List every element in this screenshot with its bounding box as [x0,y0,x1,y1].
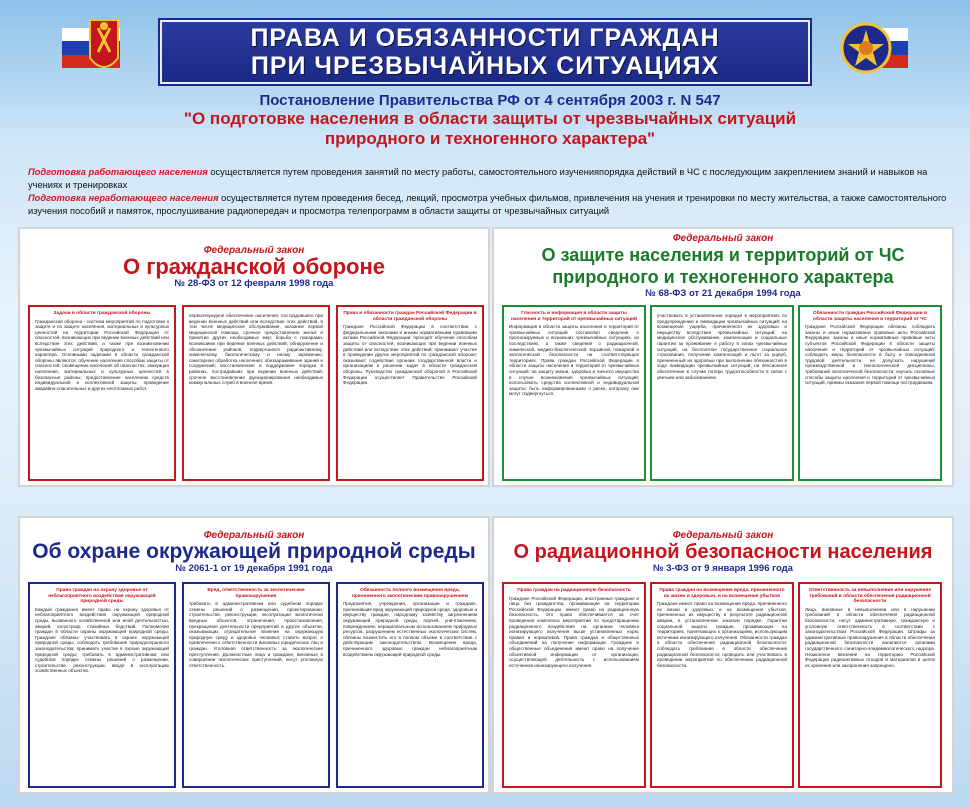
law-text-box [798,582,942,788]
poster-title-line1: ПРАВА И ОБЯЗАННОСТИ ГРАЖДАН [250,24,720,52]
law-text-box [182,305,330,481]
box-title: Права граждан на радиационную безопасность [517,588,631,593]
box-title: Право граждан на охрану здоровья от неблагоприятного воздействия окружающей природной среды [48,588,156,605]
emergency-protection-law-section [492,227,954,487]
emergency-ministry-emblem-icon [828,14,910,88]
law-number: № 68-ФЗ от 21 декабря 1994 года [645,288,801,299]
law-text-box [502,582,646,788]
federal-law-label: Федеральный закон [203,530,305,541]
emergency-protection-law-heading [494,233,952,299]
law-number: № 2061-1 от 19 декабря 1991 года [175,563,333,574]
box-title: Обязанности граждан Российской Федерации в области защиты населения и территорий от ЧС [813,311,927,322]
law-number: № 3-ФЗ от 9 января 1996 года [653,563,793,574]
box-title: Задачи в области гражданской обороны [53,311,151,316]
box-title: Права и обязанности граждан Российской Федерации в области гражданской обороны [343,311,477,322]
law-name: О радиационной безопасности населения [513,541,933,563]
box-text: участвовать в установленном порядке в мероприятиях по предупреждению и ликвидации чрезвычайных ситуаций; на возмещение ущерба, причиненного их здоровью и имуществу вследствие чрезвычайных ситуаций; на медицинское обслуживание, компенсации и социальные гарантии за проживание и работу в зонах чрезвычайных ситуаций; на бесплатное государственное социальное страхование, получение компенсаций и льгот за ущерб, причиненный их здоровью при выполнении обязанностей в ходе ликвидации чрезвычайных ситуаций; на пенсионное обеспечение в случае потери трудоспособности в связи с увечьем или заболеванием. [657,313,787,380]
civil-defense-law-section [18,227,490,487]
environment-protection-law-section [18,516,490,794]
box-text: Граждане Российской Федерации обязаны: соблюдать законы и иные нормативные правовые акты Российской Федерации, законы и иные нормативные правовые акты субъектов Российской Федерации в области защиты населения и территорий от чрезвычайных ситуаций; соблюдать меры безопасности в быту и повседневной трудовой деятельности, не допускать нарушений производственной и технологической дисциплины, требований экологической безопасности; изучать основные способы защиты населения и территорий от чрезвычайных ситуаций, приемы оказания первой помощи пострадавшим. [805,324,935,386]
law-text-box [650,305,794,481]
law-name: О гражданской обороне [122,254,386,279]
decree-subject-line2: природного и техногенного характера" [324,129,656,148]
box-title: Гласность и информация в области защиты населения и территорий от чрезвычайных ситуаций [511,311,637,322]
box-text: Граждане имеют право на возмещение вреда, причиненного их жизни и здоровью, и на возмещение убытков, причиненных их имуществу в результате радиационной аварии, в установленном законом порядке. Гарантии социальной защиты граждан, проживающих на территориях, прилегающих к организациям, использующим источники ионизирующего излучения. Обязанности граждан в области обеспечения радиационной безопасности: соблюдать требования в области обеспечения радиационной безопасности; проводить или участвовать в проведении мероприятий по обеспечению радиационной безопасности. [657,601,787,668]
radiation-safety-law-section [492,516,954,794]
working-population-training-text [28,166,948,192]
law-text-box [650,582,794,788]
nonworking-population-body: осуществляется путем проведения бесед, лекций, просмотра учебных фильмов, привлечения на учения и тренировки по месту жительства, а также самостоятельного изучения пособий и памяток, прослушивание радиопередач и просмотра телепрограмм в области защиты от чрезвычайных ситуаций [28,193,947,216]
law-text-box [336,582,484,788]
civil-defense-law-heading [20,245,488,289]
federal-law-label: Федеральный закон [203,245,305,256]
nonworking-population-training-text [28,192,948,218]
box-text: Каждый гражданин имеет право на охрану здоровья от неблагоприятного воздействия окружающей природной среды, вызванного хозяйственной или иной деятельностью, аварий, катастроф, стихийных бедствий. Полномочия граждан в области охраны окружающей природной среды. Граждане обязаны: участвовать в охране окружающей природной среды, соблюдать требования природоохранного законодательства; принимать участие в охране окружающей природной среды; требовать в административном или судебном порядке отмены решений о размещении, строительстве, реконструкции, вводе в эксплуатацию хозяйственных объектов. [35,606,169,674]
saint-petersburg-emblem-icon [60,14,142,88]
federal-law-label: Федеральный закон [672,530,774,541]
poster-title-line2: ПРИ ЧРЕЗВЫЧАЙНЫХ СИТУАЦИЯХ [250,52,720,80]
radiation-safety-law-heading [494,530,952,574]
working-population-body: осуществляется путем проведения занятий по месту работы, самостоятельного изученияпорядка действий в ЧС с последующим закреплением знаний и навыков на учениях и тренировках [28,167,928,190]
law-number: № 28-ФЗ от 12 февраля 1998 года [174,278,334,289]
box-text: Граждане Российской Федерации в соответствии с федеральными законами и иными нормативными правовыми актами Российской Федерации: проходят обучение способам защиты от опасностей, возникающих при ведении военных действий или вследствие этих действий; принимают участие в проведении других мероприятий по гражданской обороне; оказывают содействие органам государственной власти и организациям в решении задач в области гражданской обороны. Руководство гражданской обороной в Российской Федерации осуществляет Правительство Российской Федерации. [343,324,477,386]
law-text-box [502,305,646,481]
law-text-box [336,305,484,481]
box-text: требовать в административном или судебном порядке отмены решений о размещении, проектировании, строительстве, реконструкции, эксплуатации экологически вредных объектов, ограничения, приостановления, прекращения деятельности предприятий и других объектов, оказывающих отрицательное влияние на окружающую природную среду и здоровье человека; ставить вопрос о привлечении к ответственности виновных юридических лиц и граждан. Уголовная ответственность за экологические преступления. Должностные лица и граждане, виновные в совершении экологических преступлений, несут уголовную ответственность. [189,601,323,668]
working-population-label: Подготовка работающего населения [28,167,208,177]
law-name: О защите населения и территорий от ЧС природного и техногенного характера [541,245,905,287]
box-text: Предприятия, учреждения, организации и граждане, причинившие вред окружающей природной среде, здоровью и имуществу граждан, народному хозяйству загрязнением окружающей природной среды, порчей, уничтожением, повреждением, нерациональным использованием природных ресурсов, разрушением естественных экологических систем, обязаны возместить его в полном объеме в соответствии с действующим законодательством. Возмещение вреда, причиненного здоровью граждан неблагоприятным воздействием окружающей природной среды. [343,601,478,657]
environment-protection-law-heading [20,530,488,574]
box-title: Обязанность полного возмещения вреда, причиненного экологическим правонарушением [351,588,469,599]
nonworking-population-label: Подготовка неработающего населения [28,193,219,203]
box-title: Вред, ответственность за экологические правонарушения [207,588,305,599]
law-text-box [28,305,176,481]
decree-title: Постановление Правительства РФ от 4 сентября 2003 г. N 547 [259,92,721,109]
law-text-box [182,582,330,788]
decree-subject-line1: "О подготовке населения в области защиты от чрезвычайных ситуаций [183,109,797,128]
law-text-box [798,305,942,481]
law-text-box [28,582,176,788]
box-text: Гражданская оборона - система мероприятий по подготовке к защите и по защите населения, материальных и культурных ценностей на территории Российской Федерации от опасностей, возникающих при ведении военных действий или вследствие этих действий, а также при возникновении чрезвычайных ситуаций природного и техногенного характера. Основными задачами в области гражданской обороны являются: обучение населения способам защиты от опасностей; оповещение населения об опасностях; эвакуация населения, материальных и культурных ценностей в безопасные районы; предоставление населению средств индивидуальной и коллективной защиты; проведение аварийно-спасательных и других неотложных работ. [35,318,169,391]
federal-law-label: Федеральный закон [672,233,774,244]
box-text: первоочередное обеспечение населения, пострадавшего при ведении военных действий или вследствие этих действий, в том числе медицинское обслуживание, оказание первой медицинской помощи, срочное предоставление жилья и принятие других необходимых мер; борьба с пожарами, возникшими при ведении военных действий; обнаружение и обозначение районов, подвергшихся радиоактивному, химическому, биологическому и иному заражению; санитарная обработка населения, обеззараживание зданий и сооружений; восстановление и поддержание порядка в районах, пострадавших при ведении военных действий; срочное восстановление функционирования необходимых коммунальных служб в военное время. [189,313,323,386]
government-decree-heading [60,92,920,149]
box-title: Ответственность за невыполнение или нарушение требований в области обеспечения радиационной безопасности [808,588,932,605]
poster-title-banner [160,20,810,84]
box-text: Лица, виновные в невыполнении или в нарушении требований в области обеспечения радиационной безопасности, несут административную, гражданскую и уголовную ответственность в соответствии с законодательством Российской Федерации. Штрафы за административные правонарушения в области обеспечения радиационной безопасности налагаются органами государственного санитарно-эпидемиологического надзора. Незаконное ввезение на территорию Российской Федерации радиоактивных отходов и материалов в целях их хранения или захоронения запрещено. [805,606,935,668]
box-text: Граждане Российской Федерации, иностранные граждане и лица без гражданства, проживающие на территории Российской Федерации, имеют право на радиационную безопасность. Это право обеспечивается за счет проведения комплекса мероприятий по предотвращению радиационного воздействия на организм человека ионизирующего излучения выше установленных норм, правил и нормативов. Права граждан и общественных объединений на получение информации. Граждане и общественные объединения имеют право на получение объективной информации от организации, осуществляющей деятельность с использованием источников ионизирующего излучения. [509,595,639,668]
law-name: Об охране окружающей природной среды [32,540,476,563]
box-title: Права граждан на возмещение вреда, причиненного их жизни и здоровью, и на возмещение убытков [659,588,785,599]
box-text: Информация в области защиты населения и территорий от чрезвычайных ситуаций составляют сведения о прогнозируемых и возникших чрезвычайных ситуациях, их последствиях, а также сведения о радиационной, химической, медико-биологической, взрывной, пожарной и экологической безопасности на соответствующих территориях. Права граждан Российской Федерации в области защиты населения и территорий от чрезвычайных ситуаций: на защиту жизни, здоровья и личного имущества в случае возникновения чрезвычайных ситуаций; использовать средства коллективной и индивидуальной защиты; быть информированными о риске, которому они могут подвергнуться. [509,324,639,397]
